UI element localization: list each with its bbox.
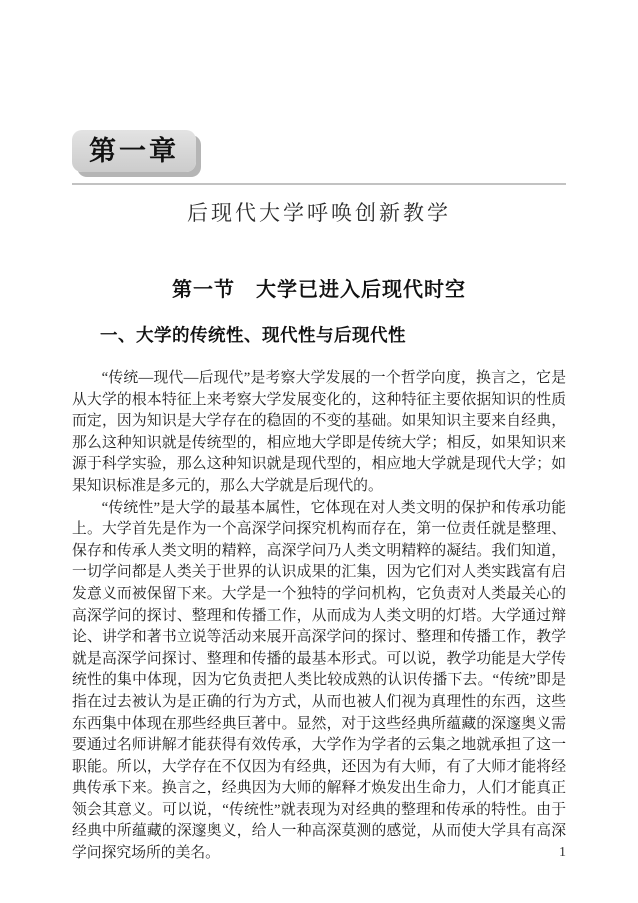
header-divider [72,183,566,185]
page-number: 1 [559,845,566,860]
section-title: 第一节 大学已进入后现代时空 [172,279,466,301]
subsection-title: 一、大学的传统性、现代性与后现代性 [100,325,406,345]
body-text [72,368,566,865]
paragraph-1: “传统—现代—后现代”是考察大学发展的一个哲学向度，换言之，它是从大学的根本特征上来考察大学发展变化的，这种特征主要依据知识的性质而定，因为知识是大学存在的稳固的不变的基础。如果知识主要来自经典，那么这种知识就是传统型的，相应地大学即是传统大学；相反，如果知识来源于科学实验，那么这种知识就是现代型的，相应地大学就是现代大学；如果知识标准是多元的，那么大学就是后现代的。 [72,370,566,494]
chapter-badge: 第一章 [72,130,196,172]
book-page [72,0,566,903]
paragraph-2: “传统性”是大学的最基本属性，它体现在对人类文明的保护和传承功能上。大学首先是作为一个高深学问探究机构而存在，第一位责任就是整理、保存和传承人类文明的精粹，高深学问乃人类文明精粹的凝结。我们知道，一切学问都是人类关于世界的认识成果的汇集，因为它们对人类实践富有启发意义而被保留下来。大学是一个独特的学问机构，它负责对人类最关心的高深学问的探讨、整理和传播工作，从而成为人类文明的灯塔。大学通过辩论、讲学和著书立说等活动来展开高深学问的探讨、整理和传播工作，教学就是高深学问探讨、整理和传播的最基本形式。可以说，教学功能是大学传统性的集中体现，因为它负责把人类比较成熟的认识传播下去。“传统”即是指在过去被认为是正确的行为方式，从而也被人们视为真理性的东西，这些东西集中体现在那些经典巨著中。显然，对于这些经典所蕴藏的深邃奥义需要通过名师讲解才能获得有效传承，大学作为学者的云集之地就承担了这一职能。所以，大学存在不仅因为有经典，还因为有大师，有了大师才能将经典传承下来。换言之，经典因为大师的解释才焕发出生命力，人们才能真正领会其意义。可以说，“传统性”就表现为对经典的整理和传承的特性。由于经典中所蕴藏的深邃奥义，给人一种高深莫测的感觉，从而使大学具有高深学问探究场所的美名。 [72,499,566,862]
chapter-subtitle: 后现代大学呼唤创新教学 [187,201,451,225]
